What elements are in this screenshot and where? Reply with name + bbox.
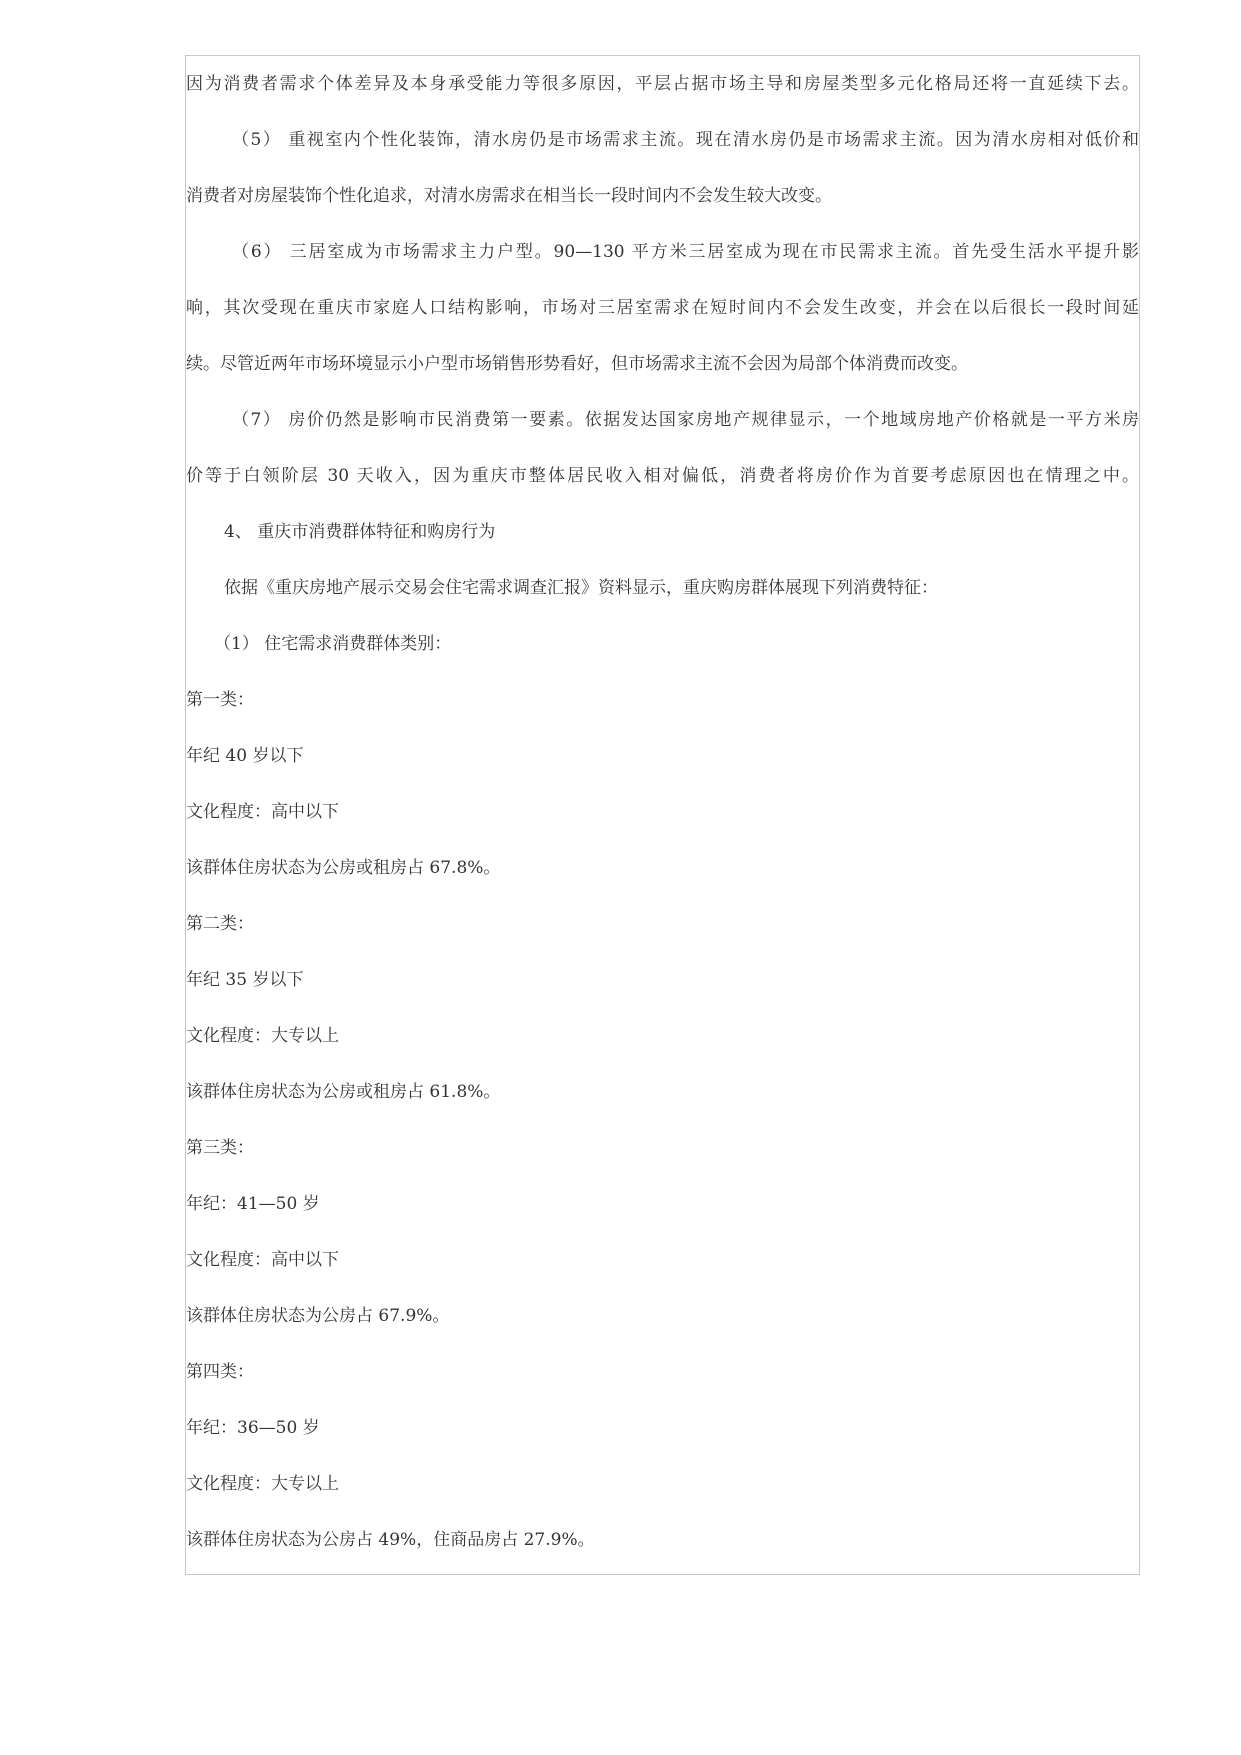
list-item: 第二类： xyxy=(186,914,254,934)
list-item: 年纪：36—50 岁 xyxy=(186,1418,320,1438)
paragraph-line: 续。尽管近两年市场环境显示小户型市场销售形势看好，但市场需求主流不会因为局部个体消费而改变。 xyxy=(186,354,968,374)
list-item: 年纪 35 岁以下 xyxy=(186,970,304,990)
list-item: 文化程度：高中以下 xyxy=(186,1250,339,1270)
paragraph-line: 价等于白领阶层 30 天收入，因为重庆市整体居民收入相对偏低，消费者将房价作为首要考虑原因也在情理之中。 xyxy=(186,466,1139,486)
list-item: 该群体住房状态为公房占 67.9%。 xyxy=(186,1306,450,1326)
subsection-heading: （1） 住宅需求消费群体类别： xyxy=(214,634,452,654)
list-item: 年纪 40 岁以下 xyxy=(186,746,304,766)
list-item: 第一类： xyxy=(186,690,254,710)
paragraph-line: （7） 房价仍然是影响市民消费第一要素。依据发达国家房地产规律显示，一个地域房地产价格就是一平方米房 xyxy=(232,410,1139,430)
list-item: 该群体住房状态为公房或租房占 61.8%。 xyxy=(186,1082,501,1102)
list-item: 该群体住房状态为公房或租房占 67.8%。 xyxy=(186,858,501,878)
list-item: 第四类： xyxy=(186,1362,254,1382)
list-item: 文化程度：大专以上 xyxy=(186,1474,339,1494)
list-item: 第三类： xyxy=(186,1138,254,1158)
paragraph-line: 响，其次受现在重庆市家庭人口结构影响，市场对三居室需求在短时间内不会发生改变，并会在以后很长一段时间延 xyxy=(186,298,1139,318)
paragraph-line: 消费者对房屋装饰个性化追求，对清水房需求在相当长一段时间内不会发生较大改变。 xyxy=(186,186,832,206)
document-body xyxy=(186,62,1139,1574)
paragraph-line: （5） 重视室内个性化装饰，清水房仍是市场需求主流。现在清水房仍是市场需求主流。因为清水房相对低价和 xyxy=(232,130,1139,150)
paragraph-line: 依据《重庆房地产展示交易会住宅需求调查汇报》资料显示，重庆购房群体展现下列消费特征： xyxy=(224,578,938,598)
list-item: 年纪：41—50 岁 xyxy=(186,1194,320,1214)
list-item: 文化程度：高中以下 xyxy=(186,802,339,822)
paragraph-line: （6） 三居室成为市场需求主力户型。90—130 平方米三居室成为现在市民需求主流。首先受生活水平提升影 xyxy=(232,242,1139,262)
paragraph-line: 因为消费者需求个体差异及本身承受能力等很多原因，平层占据市场主导和房屋类型多元化格局还将一直延续下去。 xyxy=(186,74,1139,94)
list-item: 该群体住房状态为公房占 49%，住商品房占 27.9%。 xyxy=(186,1530,595,1550)
section-heading: 4、 重庆市消费群体特征和购房行为 xyxy=(224,522,496,542)
list-item: 文化程度：大专以上 xyxy=(186,1026,339,1046)
